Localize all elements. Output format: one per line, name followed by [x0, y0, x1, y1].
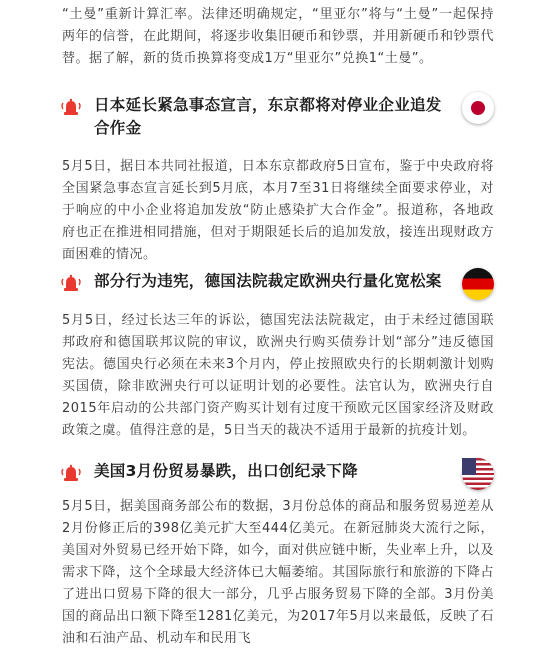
headline-germany	[60, 270, 494, 300]
article-body-usa: 5月5日，据美国商务部公布的数据，3月份总体的商品和服务贸易逆差从2月份修正后的398亿美元扩大至444亿美元。在新冠肺炎大流行之际，美国对外贸易已经开始下降，如今，面对供应链中断，失业率上升，以及需求下降，这个全球最大经济体已大幅萎缩。其国际旅行和旅游的下降占了进出口贸易下降的很大一部分，几乎占服务贸易下降的全部。3月份美国的商品出口额下降至1281亿美元，为2017年5月以来最低，反映了石油和石油产品、机动车和民用飞	[62, 499, 495, 646]
headline-title: 日本延长紧急事态宣言，东京都将对停业企业追发合作金	[94, 96, 442, 137]
article-body-germany: 5月5日，经过长达三年的诉讼，德国宪法法院裁定，由于未经过德国联邦政府和德国联邦议院的审议，欧洲央行购买债券计划“部分”违反德国宪法。德国央行必须在未来3个月内，停止按照欧央行的长期刺激计划购买国债，除非欧洲央行可以证明计划的必要性。法官认为，欧洲央行自2015年启动的公共部门资产购买计划有过度干预欧元区国家经济及财政政策之虞。值得注意的是，5日当天的裁决不适用于最新的抗疫计划。	[62, 313, 494, 438]
headline-usa	[60, 460, 494, 490]
alarm-icon	[60, 97, 82, 117]
usa-flag-icon	[462, 458, 494, 490]
alarm-icon	[60, 273, 82, 293]
headline-japan	[60, 94, 494, 140]
article-body-japan: 5月5日，据日本共同社报道，日本东京都政府5日宣布，鉴于中央政府将全国紧急事态宣言延长到5月底，本月7至31日将继续全面要求停业，对于响应的中小企业将追加发放“防止感染扩大合作金”。报道称，各地政府也正在推进相同措施，但对于期限延长后的追加发放，接连出现财政方面困难的情况。	[62, 159, 495, 262]
alarm-icon	[60, 463, 82, 483]
intro-paragraph: “土曼”重新计算汇率。法律还明确规定，“里亚尔”将与“土曼”一起保持两年的信誉，在此期间，将逐步收集旧硬币和钞票，并用新硬币和钞票代替。据了解，新的货币换算将变成1万“里亚尔”兑换1“土曼”。	[62, 7, 495, 66]
germany-flag-icon	[462, 268, 494, 300]
japan-flag-icon	[462, 92, 494, 124]
headline-title: 美国3月份贸易暴跌，出口创纪录下降	[94, 462, 358, 480]
headline-title: 部分行为违宪，德国法院裁定欧洲央行量化宽松案	[94, 272, 442, 290]
